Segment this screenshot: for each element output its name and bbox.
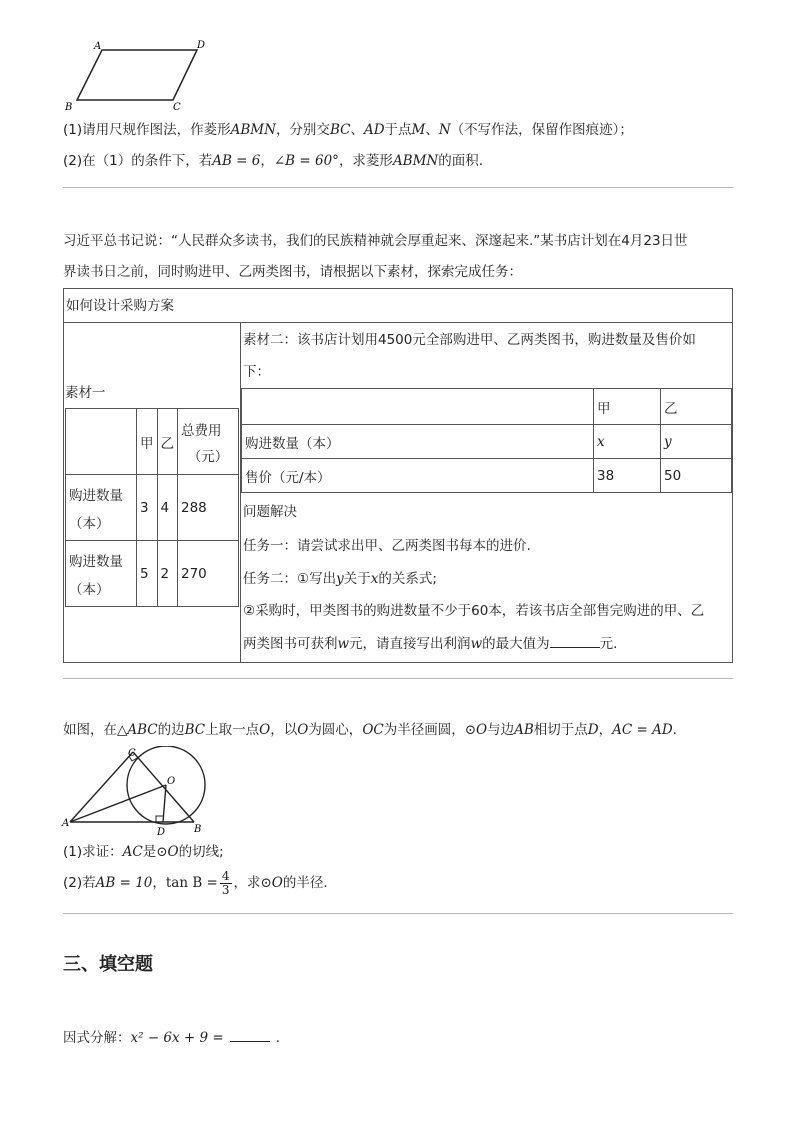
task3-line2: 两类图书可获利w元，请直接写出利润w的最大值为 元. — [243, 636, 618, 652]
table-row: 售价（元/本） 38 50 — [242, 459, 732, 493]
task1: 任务一：请尝试求出甲、乙两类图书每本的进价. — [243, 538, 531, 554]
q1-part2: (2)在（1）的条件下，若AB = 6，∠B = 60°，求菱形ABMN的面积. — [63, 153, 484, 169]
task3-line1: ②采购时，甲类图书的购进数量不少于60本，若该书店全部售完购进的甲、乙 — [243, 603, 705, 619]
vertex-label-b: B — [194, 824, 202, 835]
q4-statement: 因式分解：x² − 6x + 9 = . — [63, 1030, 281, 1046]
vertex-label-a: A — [62, 818, 70, 829]
material1-table: 甲 乙 总费用 （元） 购进数量 （本） 3 4 288 购进数量 （本） 5 2 270 — [65, 408, 239, 607]
q1-part1: (1)请用尺规作图法，作菱形ABMN，分别交BC、AD于点M、N（不写作法，保留作图痕迹）； — [63, 122, 633, 138]
divider — [63, 913, 733, 914]
vertex-label-c: C — [173, 102, 181, 113]
material2-line1: 素材二：该书店计划用4500元全部购进甲、乙两类图书，购进数量及售价如 — [243, 332, 696, 348]
q3-part1: (1)求证：AC是⊙O的切线; — [63, 844, 224, 860]
q3-statement: 如图，在△ABC的边BC上取一点O，以O为圆心，OC为半径画圆，⊙O与边AB相切于点D，AC = AD. — [63, 722, 677, 738]
table-row: 购进数量 （本） 3 4 288 — [66, 475, 239, 541]
section-heading: 三、填空题 — [63, 954, 153, 975]
q2-intro-line2: 界读书日之前，同时购进甲、乙两类图书，请根据以下素材，探索完成任务： — [63, 264, 522, 280]
material2-table: 甲 乙 购进数量（本） x y 售价（元/本） 38 50 — [241, 388, 732, 493]
task2: 任务二：①写出y关于x的关系式; — [243, 571, 437, 587]
center-label-o: O — [167, 776, 176, 787]
q3-part2: (2)若AB = 10，tan B = $\frac{4}{3}$ ，求⊙O的半径. — [63, 868, 328, 897]
vertex-label-d: D — [197, 40, 206, 51]
answer-blank[interactable] — [550, 635, 600, 648]
outer-table-title-divider — [63, 322, 733, 323]
table-title: 如何设计采购方案 — [66, 298, 174, 314]
vertex-label-a: A — [94, 41, 102, 52]
vertex-label-c: C — [128, 748, 136, 759]
answer-blank[interactable] — [230, 1029, 270, 1042]
fraction: $\frac{4}{3}$ — [221, 868, 230, 897]
q2-intro-line1: 习近平总书记说：“人民群众多读书，我们的民族精神就会厚重起来、深邃起来.”某书店计划在4月23日世 — [63, 233, 688, 249]
problem-title: 问题解决 — [243, 504, 297, 520]
divider — [63, 678, 733, 679]
parallelogram-figure — [62, 38, 222, 114]
vertex-label-b: B — [65, 102, 73, 113]
table-row: 购进数量 （本） 5 2 270 — [66, 541, 239, 607]
material2-line2: 下： — [243, 364, 270, 380]
triangle-circle-figure — [60, 746, 210, 838]
table-row: 购进数量（本） x y — [242, 425, 732, 459]
material1-label: 素材一 — [65, 385, 106, 401]
divider — [63, 187, 733, 188]
point-label-d: D — [157, 827, 166, 838]
